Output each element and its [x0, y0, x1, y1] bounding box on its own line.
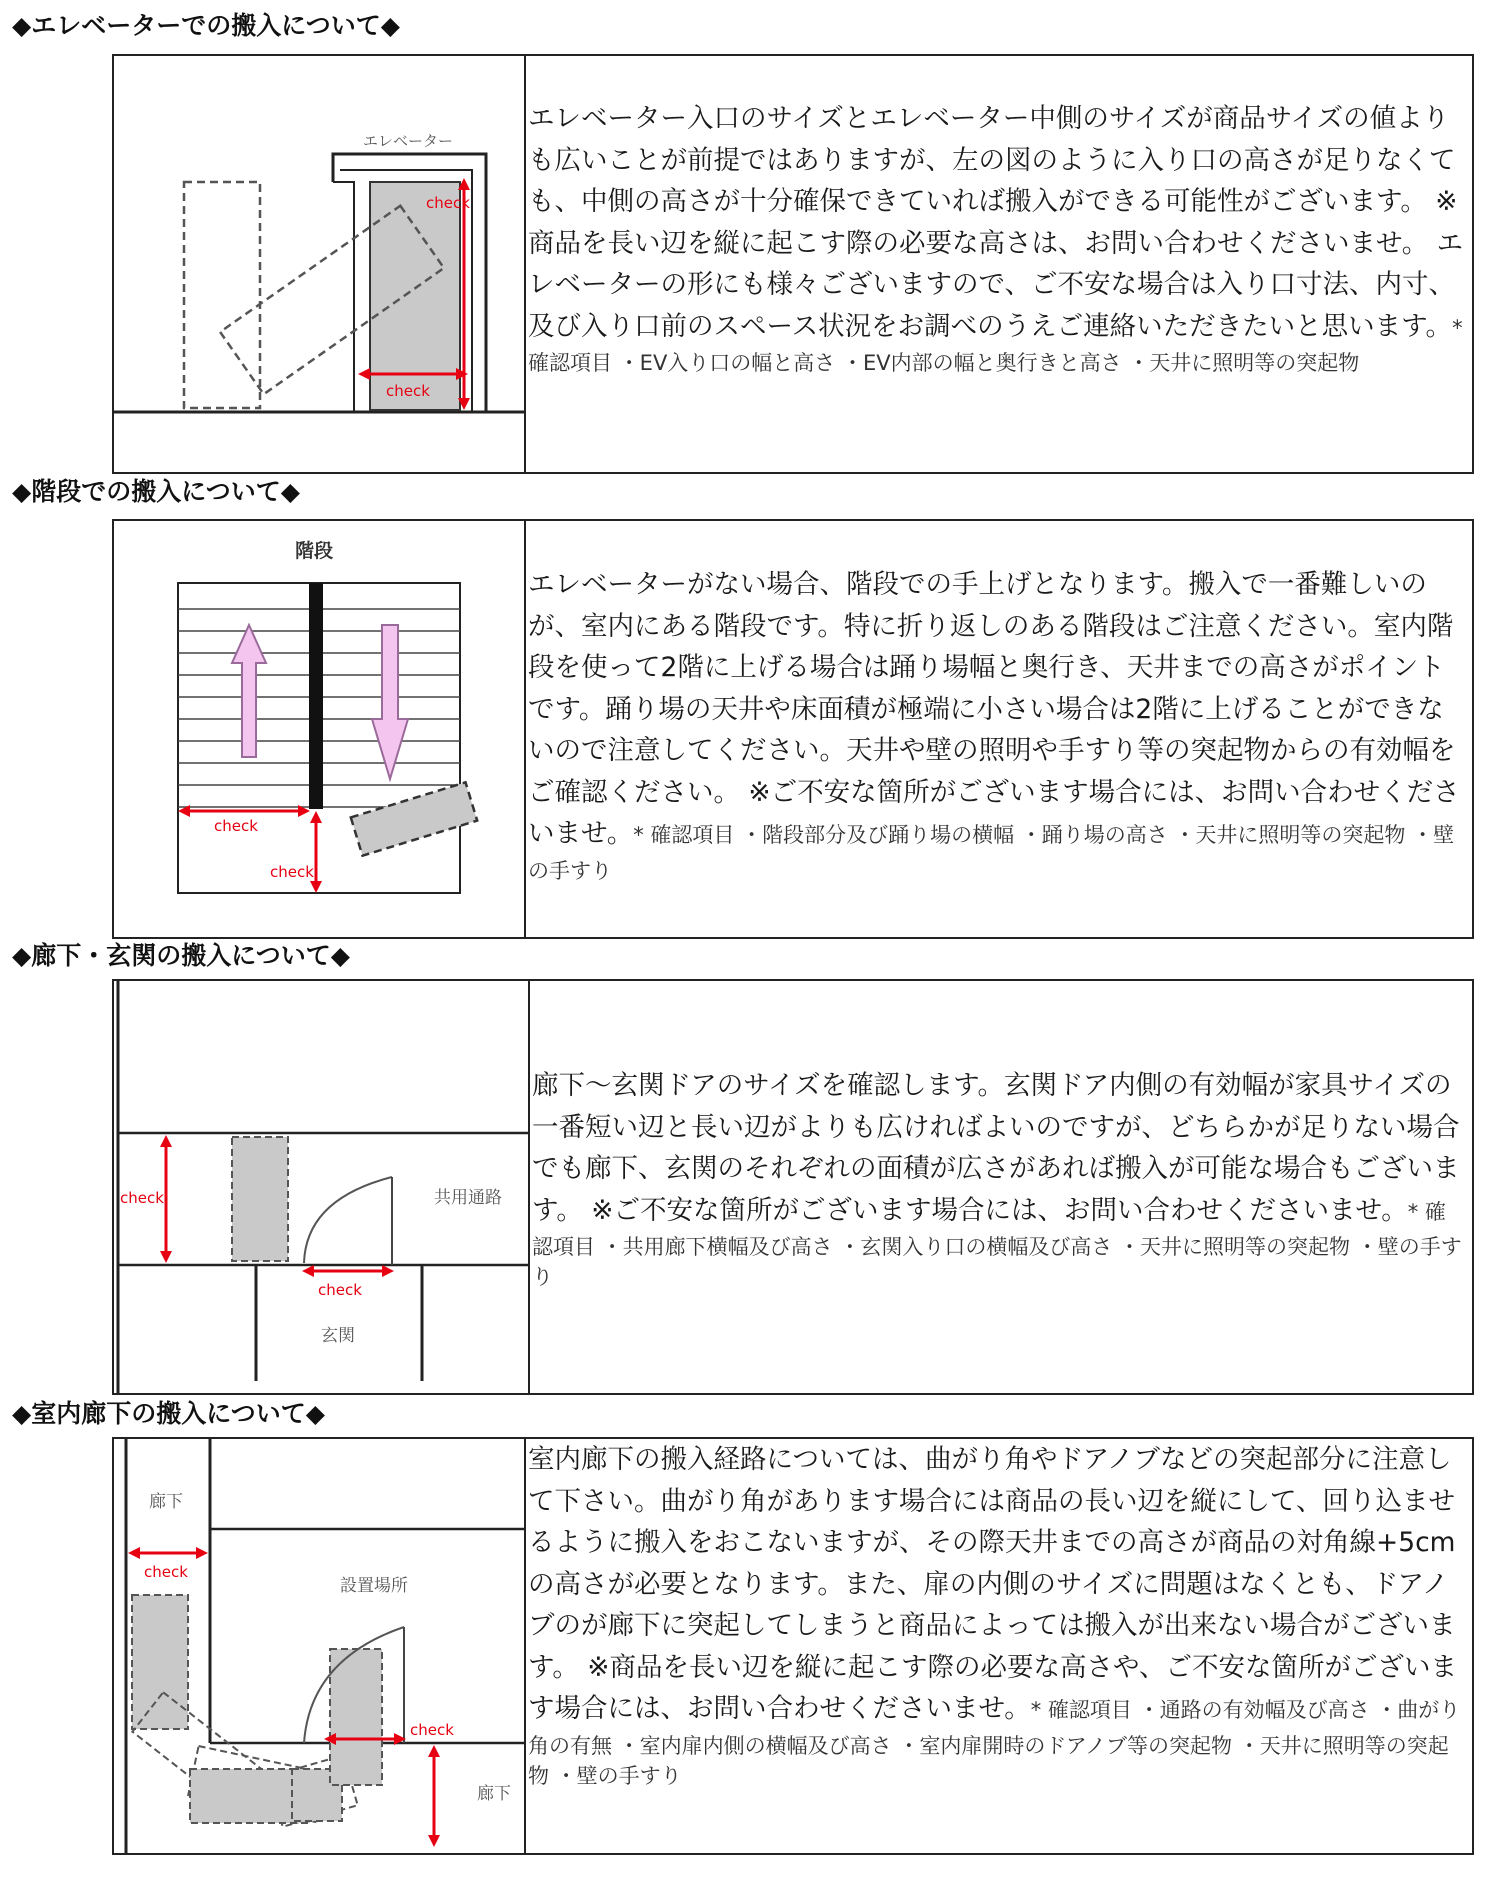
entrance-label: 玄関: [321, 1326, 355, 1346]
elevator-body: エレベーター入口のサイズとエレベーター中側のサイズが商品サイズの値よりも広いことが前提ではありますが、左の図のように入り口の高さが足りなくても、中側の高さが十分確保できていれば搬入ができる可能性がございます。 ※商品を長い辺を縦に起こす際の必要な高さは、お問い合わせくださいませ。 エレベーターの形にも様々ございますので、ご不安な場合は入り口寸法、内寸、及び入り口前のスペース状況をお調べのうえご連絡いただきたいと思います。: [528, 103, 1464, 342]
entrance-diagram: [114, 981, 528, 1393]
corridor-label-top: 廊下: [149, 1492, 183, 1512]
down-arrow: [372, 625, 408, 779]
indoor-text: [528, 1439, 1466, 1790]
section-box-entrance: [112, 979, 1474, 1395]
indoor-diagram-svg: [114, 1439, 524, 1853]
stairs-diagram-svg: [114, 521, 524, 937]
indoor-diagram: [114, 1439, 524, 1853]
section-heading-indoor: ◆室内廊下の搬入について◆: [12, 1399, 325, 1428]
check-label-height: check: [120, 1189, 164, 1207]
elevator-label: エレベーター: [362, 132, 454, 150]
elevator-diagram-svg: [114, 56, 524, 472]
elevator-note: * 確認項目 ・EV入り口の幅と高さ ・EV内部の幅と奥行きと高さ ・天井に照明等の突起物: [528, 315, 1463, 375]
entrance-note: * 確認項目 ・共用廊下横幅及び高さ ・玄関入り口の横幅及び高さ ・天井に照明等の突起物 ・壁の手すり: [532, 1199, 1462, 1289]
section-divider: [524, 1439, 526, 1853]
elevator-diagram: [114, 56, 524, 472]
stairs-text: [528, 564, 1466, 885]
section-divider: [528, 981, 530, 1393]
stairs-body: エレベーターがない場合、階段での手上げとなります。搬入で一番難しいのが、室内にある階段です。特に折り返しのある階段はご注意ください。室内階段を使って2階に上げる場合は踊り場幅と奥行き、天井までの高さがポイントです。踊り場の天井や床面積が極端に小さい場合は2階に上げることができないので注意してください。天井や壁の照明や手すり等の突起物からの有効幅をご確認ください。 ※ご不安な箇所がございます場合には、お問い合わせくださいませ。: [528, 569, 1460, 849]
section-heading-stairs: ◆階段での搬入について◆: [12, 477, 300, 506]
check-label-door: check: [318, 1281, 362, 1299]
corridor-label-bottom: 廊下: [477, 1784, 511, 1804]
up-arrow: [232, 625, 266, 757]
check-label-corridor: check: [144, 1563, 188, 1581]
installation-label: 設置場所: [340, 1576, 408, 1596]
section-heading-elevator: ◆エレベーターでの搬入について◆: [12, 11, 400, 40]
section-heading-entrance: ◆廊下・玄関の搬入について◆: [12, 941, 350, 970]
check-label-depth: check: [270, 863, 314, 881]
stairs-diagram: [114, 521, 524, 937]
indoor-body: 室内廊下の搬入経路については、曲がり角やドアノブなどの突起部分に注意して下さい。曲がり角があります場合には商品の長い辺を縦にして、回り込ませるように搬入をおこないますが、その際天井までの高さが商品の対角線+5cmの高さが必要となります。また、扉の内側のサイズに問題はなくとも、ドアノブのが廊下に突起してしまうと商品によっては搬入が出来ない場合がございます。 ※商品を長い辺を縦に起こす際の必要な高さや、ご不安な箇所がございます場合には、お問い合わせくださいませ。: [528, 1444, 1457, 1724]
check-label-width: check: [386, 382, 430, 400]
check-label-width: check: [214, 817, 258, 835]
stairs-note: * 確認項目 ・階段部分及び踊り場の横幅 ・踊り場の高さ ・天井に照明等の突起物 ・壁の手すり: [528, 823, 1455, 883]
entrance-diagram-svg: [114, 981, 528, 1393]
section-divider: [524, 521, 526, 937]
landing-item: [351, 782, 477, 855]
shared-corridor-label: 共用通路: [434, 1188, 502, 1208]
corridor-item-standing: [132, 1595, 188, 1729]
check-label-height: check: [426, 194, 470, 212]
section-box-stairs: [112, 519, 1474, 939]
elevator-text: [528, 98, 1466, 377]
corridor-item: [232, 1137, 288, 1261]
entrance-body: 廊下〜玄関ドアのサイズを確認します。玄関ドア内側の有効幅が家具サイズの一番短い辺と長い辺がよりも広ければよいのですが、どちらかが足りない場合でも廊下、玄関のそれぞれの面積が広さがあれば搬入が可能な場合もございます。 ※ご不安な箇所がございます場合には、お問い合わせくださいませ。: [532, 1070, 1460, 1226]
check-label-door: check: [410, 1721, 454, 1739]
door-item: [330, 1649, 382, 1785]
stairs-title: 階段: [294, 540, 334, 562]
section-box-elevator: [112, 54, 1474, 474]
entrance-text: [532, 1065, 1466, 1291]
section-box-indoor: [112, 1437, 1474, 1855]
standing-item-outline: [184, 182, 260, 408]
section-divider: [524, 56, 526, 472]
indoor-note: * 確認項目 ・通路の有効幅及び高さ ・曲がり角の有無 ・室内扉内側の横幅及び高さ ・室内扉開時のドアノブ等の突起物 ・天井に照明等の突起物 ・壁の手すり: [528, 1698, 1461, 1788]
